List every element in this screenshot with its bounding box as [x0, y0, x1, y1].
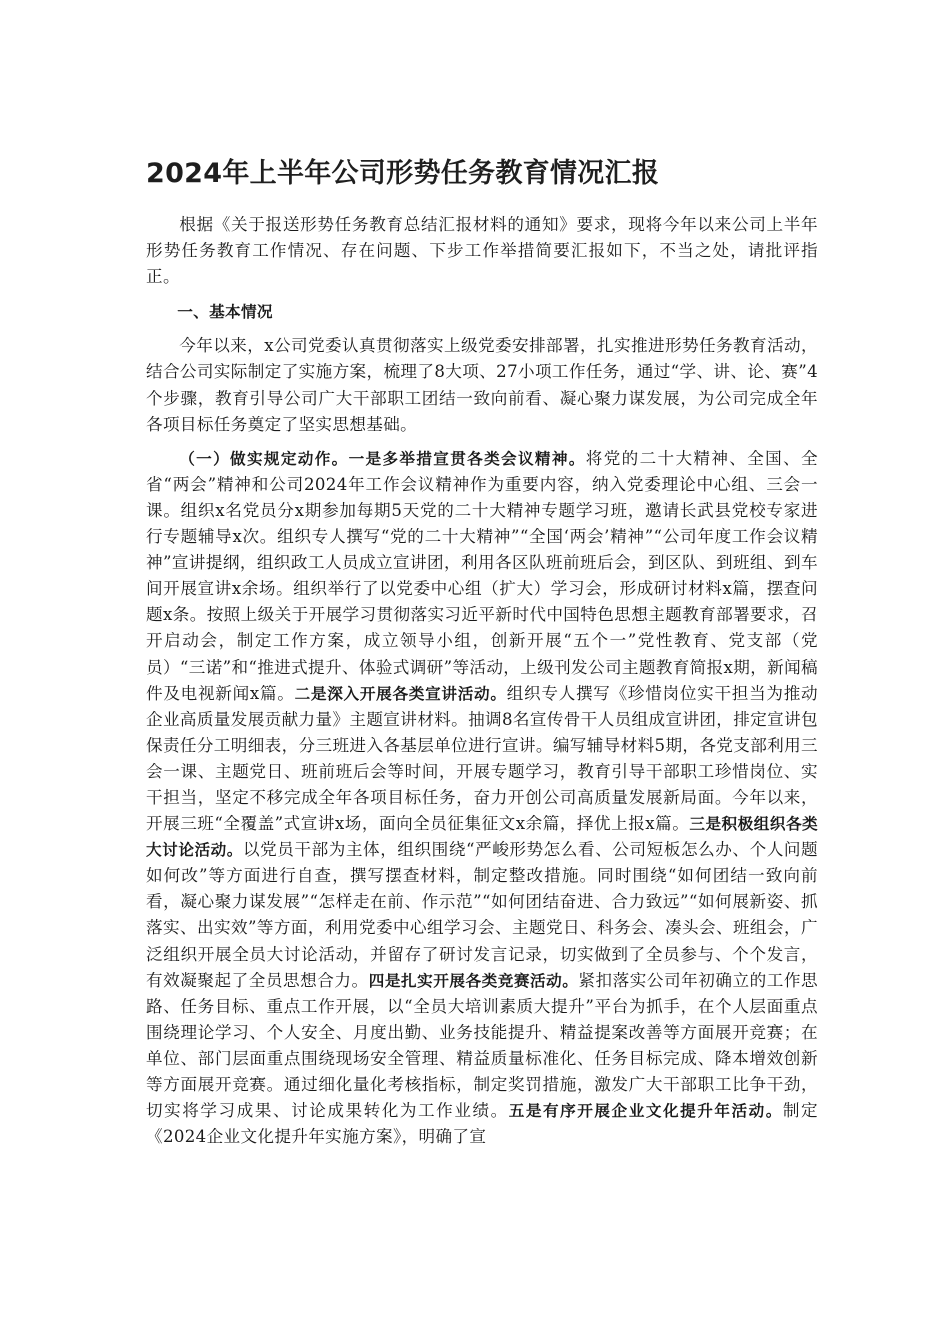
point-4-text: 紧扣落实公司年初确立的工作思路、任务目标、重点工作开展，以“全员大培训素质大提升”平台为抓手，在个人层面重点围绕理论学习、个人安全、月度出勤、业务技能提升、精益提案改善等方面展开竞赛；在单位、部门层面重点围绕现场安全管理、精益质量标准化、任务目标完成、降本增效创新等方面展开竞赛。通过细化量化考核指标，制定奖罚措施，激发广大干部职工比争干劲，切实将学习成果、讨论成果转化为工作业绩。 [146, 970, 818, 1121]
point-3-text: 以党员干部为主体，组织围绕“严峻形势怎么看、公司短板怎么办、个人问题如何改”等方面进行自查，撰写摆查材料，制定整改措施。同时围绕“如何团结一致向前看，凝心聚力谋发展”“怎样走在前、作示范”“如何团结奋进、合力致远”“如何展新姿、抓落实、出实效”等方面，利用党委中心组学习会、主题党日、科务会、凑头会、班组会，广泛组织开展全员大讨论活动，并留存了研讨发言记录，切实做到了全员参与、个个发言，有效凝聚起了全员思想合力。 [146, 840, 818, 990]
point-1-text: 将党的二十大精神、全国、全省“两会”精神和公司2024年工作会议精神作为重要内容，纳入党委理论中心组、三会一课。组织x名党员分x期参加每期5天党的二十大精神专题学习班，邀请长武县党校专家进行专题辅导x次。组织专人撰写“党的二十大精神”“全国‘两会’精神”“公司年度工作会议精神”宣讲提纲，组织政工人员成立宣讲团，利用各区队班前班后会，到区队、到班组、到车间开展宣讲x余场。组织举行了以党委中心组（扩大）学习会，形成研讨材料x篇，摆查问题x条。按照上级关于开展学习贯彻落实习近平新时代中国特色思想主题教育部署要求，召开启动会，制定工作方案，成立领导小组，创新开展“五个一”党性教育、党支部（党员）“三诺”和“推进式提升、体验式调研”等活动，上级刊发公司主题教育简报x期，新闻稿件及电视新闻x篇。 [146, 448, 818, 703]
document-body [146, 212, 818, 1150]
point-2-text: 组织专人撰写《珍惜岗位实干担当为推动企业高质量发展贡献力量》主题宣讲材料。抽调8名宣传骨干人员组成宣讲团，排定宣讲包保责任分工明细表，分三班进入各基层单位进行宣讲。编写辅导材料5期，各党支部利用三会一课、主题党日、班前班后会等时间，开展专题学习，教育引导干部职工珍惜岗位、实干担当，坚定不移完成全年各项目标任务，奋力开创公司高质量发展新局面。今年以来，开展三班“全覆盖”式宣讲x场，面向全员征集征文x余篇，择优上报x篇。 [146, 683, 818, 834]
section-1-1-paragraph [146, 446, 818, 1151]
document-title: 2024年上半年公司形势任务教育情况汇报 [146, 158, 660, 189]
section-heading-basic-situation: 一、基本情况 [177, 303, 273, 322]
point-5-text: 制定《2024企业文化提升年实施方案》，明确了宣 [146, 1101, 819, 1147]
point-5-title: 五是有序开展企业文化提升年活动。 [508, 1102, 783, 1121]
overview-paragraph: 今年以来，x公司党委认真贯彻落实上级党委安排部署，扎实推进形势任务教育活动，结合公司实际制定了实施方案，梳理了8大项、27小项工作任务，通过“学、讲、论、赛”4个步骤，教育引导公司广大干部职工团结一致向前看、凝心聚力谋发展，为公司完成全年各项目标任务奠定了坚实思想基础。 [146, 336, 818, 434]
point-4-title: 四是扎实开展各类竞赛活动。 [368, 971, 579, 990]
sub-heading-regular-actions: （一）做实规定动作。 [179, 449, 349, 468]
intro-paragraph: 根据《关于报送形势任务教育总结汇报材料的通知》要求，现将今年以来公司上半年形势任务教育工作情况、存在问题、下步工作举措简要汇报如下，不当之处，请批评指正。 [146, 215, 818, 287]
point-1-title: 一是多举措宣贯各类会议精神。 [348, 449, 586, 468]
point-2-title: 二是深入开展各类宣讲活动。 [294, 684, 507, 703]
point-3-title: 三是积极组织各类大讨论活动。 [146, 815, 818, 860]
